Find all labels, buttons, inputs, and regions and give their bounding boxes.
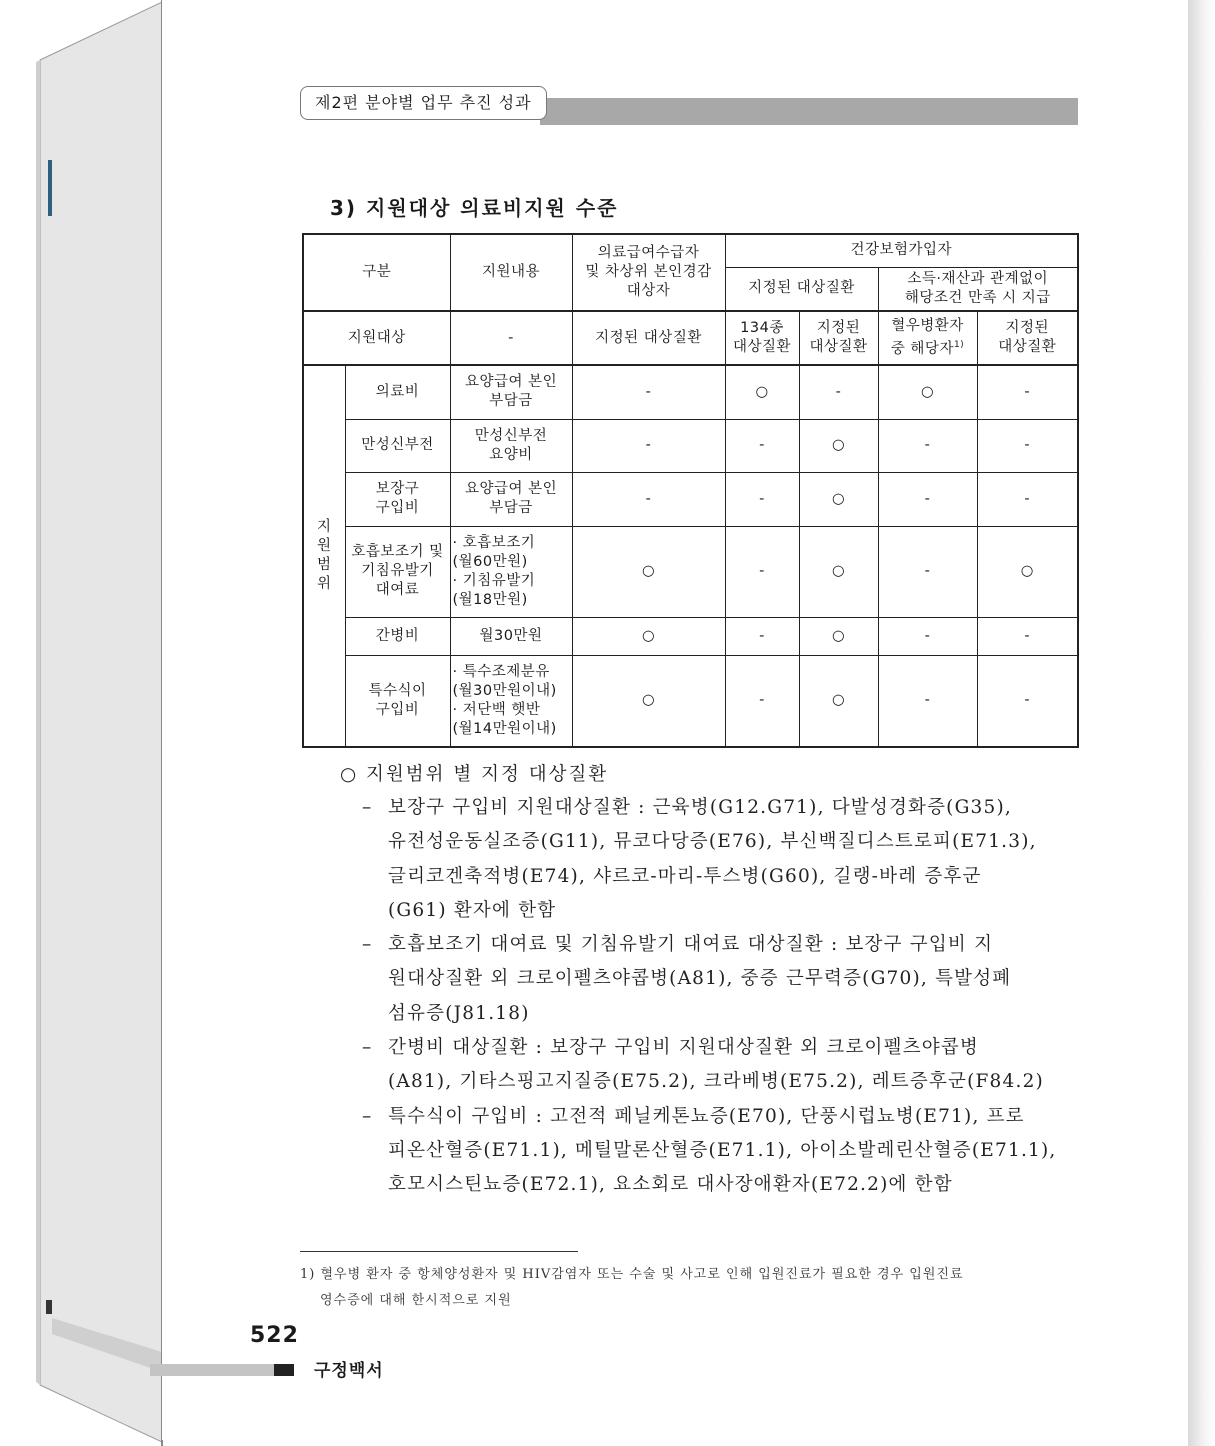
target-insured-designated: 지정된 대상질환 [799,311,878,365]
row-content: 요양급여 본인 부담금 [450,472,572,526]
header-medical-aid: 의료급여수급자 및 차상위 본인경감 대상자 [572,234,725,311]
header-designated-disease: 지정된 대상질환 [725,267,878,311]
text-line: 특수식이 구입비 : 고전적 페닐케톤뇨증(E70), 단풍시럽뇨병(E71), 프로 [388,1105,1025,1127]
row-name: 만성신부전 [345,419,450,472]
text-line: 원대상질환 외 크로이펠츠야콥병(A81), 중증 근무력증(G70), 특발성폐 [388,968,1012,990]
row-c1: - [725,526,799,617]
row-name: 의료비 [345,365,450,419]
row-c3: - [878,617,977,655]
row-c1: - [725,617,799,655]
bullet-heading: ○ 지원범위 별 지정 대상질환 [340,764,609,785]
row-aid: - [572,365,725,419]
footnote-line: 1) 혈우병 환자 중 항체양성환자 및 HIV감염자 또는 수술 및 사고로 인해 입원진료가 필요한 경우 입원진료 [300,1267,964,1282]
footer-block [274,1364,294,1376]
body-text [340,758,1080,1203]
target-insured-hemophilia [878,311,977,365]
text-line: 섬유증(J81.18) [388,1002,530,1024]
row-c3: - [878,472,977,526]
support-level-table [302,233,1079,748]
row-content: 요양급여 본인 부담금 [450,365,572,419]
dash-mark: – [362,1037,372,1059]
header-insured: 건강보험가입자 [725,234,1078,267]
dash-item [340,1031,1080,1100]
row-c4: - [977,655,1078,747]
row-content: 월30만원 [450,617,572,655]
target-label: 지원대상 [303,311,450,365]
row-c4: ○ [977,526,1078,617]
section-title: 3) 지원대상 의료비지원 수준 [330,196,619,220]
row-c2: ○ [799,655,878,747]
row-aid: - [572,419,725,472]
header-bar [540,98,1078,125]
text-line: 피온산혈증(E71.1), 메틸말론산혈증(E71.1), 아이소발레린산혈증(E71.1), [388,1139,1057,1161]
dash-item [340,1100,1080,1203]
row-aid: ○ [572,655,725,747]
scope-label: 지 원 범 위 [303,365,345,747]
text-line: 유전성운동실조증(G11), 뮤코다당증(E76), 부신백질디스트로피(E71.3), [388,831,1037,853]
book-title: 구정백서 [314,1361,384,1381]
row-c2: ○ [799,472,878,526]
target-content: - [450,311,572,365]
text-line: 글리코겐축적병(E74), 샤르코-마리-투스병(G60), 길랭-바레 증후군 [388,865,982,887]
row-content: · 특수조제분유 (월30만원이내) · 저단백 햇반 (월14만원이내) [450,655,572,747]
row-c3: - [878,526,977,617]
dash-mark: – [362,934,372,956]
row-c1: - [725,655,799,747]
footnote [300,1262,1080,1314]
target-medical-aid: 지정된 대상질환 [572,311,725,365]
row-name: 특수식이 구입비 [345,655,450,747]
row-aid: ○ [572,526,725,617]
header-content: 지원내용 [450,234,572,311]
row-name: 호흡보조기 및 기침유발기 대여료 [345,526,450,617]
row-c2: - [799,365,878,419]
footer-bar [150,1364,274,1376]
target-insured-134: 134종 대상질환 [725,311,799,365]
footnote-line: 영수증에 대해 한시적으로 지원 [320,1293,512,1308]
row-content: 만성신부전 요양비 [450,419,572,472]
dash-item [340,928,1080,1031]
row-aid: - [572,472,725,526]
row-c1: ○ [725,365,799,419]
row-c2: ○ [799,617,878,655]
dash-mark: – [362,797,372,818]
row-c2: ○ [799,419,878,472]
footnote-marker: 1) [953,340,965,351]
row-c4: - [977,365,1078,419]
footnote-rule [300,1251,578,1252]
row-name: 간병비 [345,617,450,655]
text-line: (A81), 기타스핑고지질증(E75.2), 크라베병(E75.2), 레트증후군(F84.2) [388,1071,1044,1093]
row-name: 보장구 구입비 [345,472,450,526]
book-spine-illustration [0,0,170,1446]
hemophilia-text: 혈우병환자 중 해당자 [890,318,964,357]
row-content: · 호흡보조기 (월60만원) · 기침유발기 (월18만원) [450,526,572,617]
header-no-income-condition: 소득·재산과 관계없이 해당조건 만족 시 지급 [878,267,1078,311]
text-line: 보장구 구입비 지원대상질환 : 근육병(G12.G71), 다발성경화증(G35), [388,797,1012,818]
dash-item [340,791,1080,928]
row-c4: - [977,472,1078,526]
page-number: 522 [250,1323,299,1348]
row-c1: - [725,419,799,472]
row-aid: ○ [572,617,725,655]
text-line: 간병비 대상질환 : 보장구 구입비 지원대상질환 외 크로이펠츠야콥병 [388,1037,979,1059]
row-c3: - [878,655,977,747]
row-c3: - [878,419,977,472]
dash-mark: – [362,1105,372,1127]
row-c3: ○ [878,365,977,419]
target-insured-designated-2: 지정된 대상질환 [977,311,1078,365]
page-edge-shadow [1188,0,1215,1446]
row-c4: - [977,419,1078,472]
chapter-header-tab: 제2편 분야별 업무 추진 성과 [300,86,547,120]
text-line: 호흡보조기 대여료 및 기침유발기 대여료 대상질환 : 보장구 구입비 지 [388,934,994,956]
row-c2: ○ [799,526,878,617]
text-line: 호모시스틴뇨증(E72.1), 요소회로 대사장애환자(E72.2)에 한함 [388,1174,953,1196]
header-category: 구분 [303,234,450,311]
row-c1: - [725,472,799,526]
row-c4: - [977,617,1078,655]
text-line: (G61) 환자에 한함 [388,899,557,921]
